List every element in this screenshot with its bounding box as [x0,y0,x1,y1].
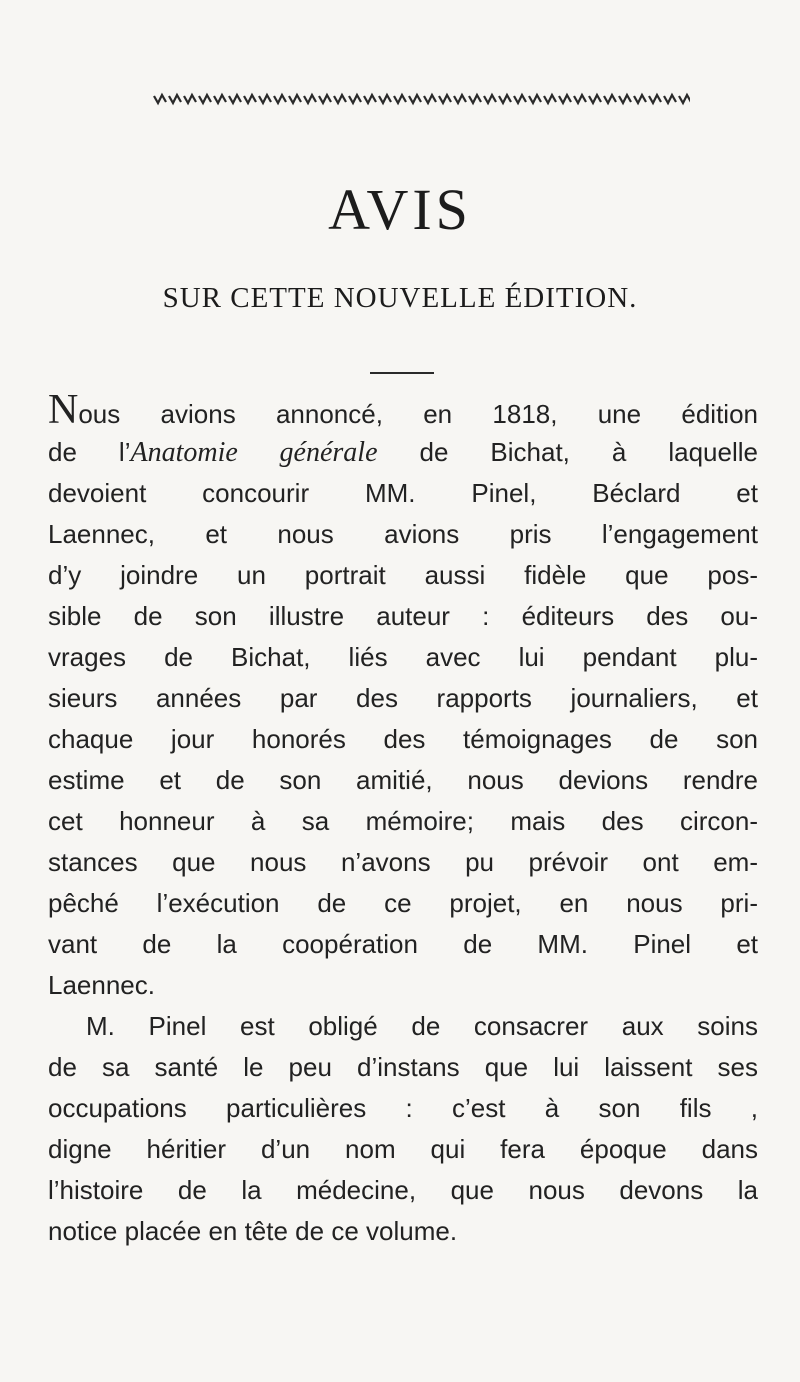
drop-cap: N [48,387,79,433]
paragraph-line: digne héritier d’un nom qui fera époque dans [48,1134,758,1164]
paragraph-line: cet honneur à sa mémoire; mais des circon- [48,806,758,836]
paragraph-line: sieurs années par des rapports journaliers, et [48,683,758,713]
paragraph-line: stances que nous n’avons pu prévoir ont em- [48,847,758,877]
decorative-ornament-band [150,88,690,110]
paragraph-line: M. Pinel est obligé de consacrer aux soins [86,1011,758,1041]
page-subtitle: SUR CETTE NOUVELLE ÉDITION. [162,282,638,314]
paragraph-line: pêché l’exécution de ce projet, en nous pri- [48,888,758,918]
paragraph-line: d’y joindre un portrait aussi fidèle que pos- [48,560,758,590]
paragraph-line: de sa santé le peu d’instans que lui laissent ses [48,1052,758,1082]
paragraph-line: l’histoire de la médecine, que nous devons la [48,1175,758,1205]
paragraph-line: sible de son illustre auteur : éditeurs des ou- [48,601,758,631]
paragraph-line: vrages de Bichat, liés avec lui pendant plu- [48,642,758,672]
paragraph-line: Nous avions annoncé, en 1818, une édition [48,387,758,433]
paragraph-line: occupations particulières : c’est à son fils , [48,1093,758,1123]
paragraph-line: de l’Anatomie générale de Bichat, à laquelle [48,437,758,468]
paragraph-line: vant de la coopération de MM. Pinel et [48,929,758,959]
paragraph-line: chaque jour honorés des témoignages de son [48,724,758,754]
paragraph-line: Laennec. [48,970,155,1000]
paragraph-line: estime et de son amitié, nous devions rendre [48,765,758,795]
paragraph-line: devoient concourir MM. Pinel, Béclard et [48,478,758,508]
paragraph-line: notice placée en tête de ce volume. [48,1216,458,1246]
title-divider [370,372,434,374]
page-title: AVIS [328,177,472,242]
book-title: Anatomie générale [130,437,378,468]
paragraph-line: Laennec, et nous avions pris l’engagement [48,519,758,549]
